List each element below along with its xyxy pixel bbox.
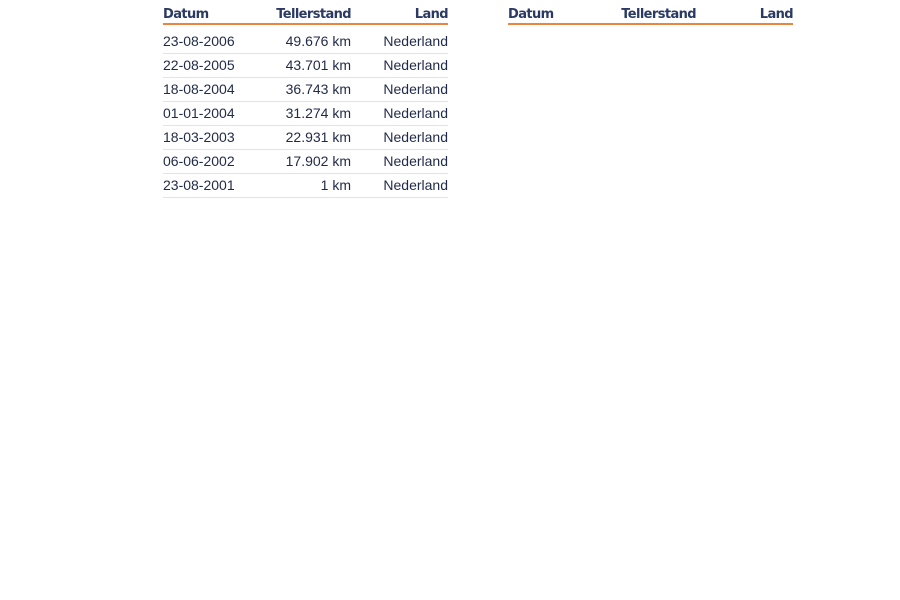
table-row [163,78,448,102]
cell-country: Nederland [383,81,448,97]
table-row [163,54,448,78]
cell-odometer: 1 km [320,177,351,193]
table-row [163,30,448,54]
cell-date: 01-01-2004 [163,105,235,121]
cell-date: 18-08-2004 [163,81,235,97]
header-datum: Datum [508,7,554,22]
cell-date: 23-08-2001 [163,177,235,193]
cell-country: Nederland [383,129,448,145]
cell-country: Nederland [383,177,448,193]
cell-odometer: 22.931 km [285,129,351,145]
cell-date: 06-06-2002 [163,153,235,169]
cell-country: Nederland [383,33,448,49]
table-row [163,174,448,198]
table-header [508,6,793,25]
table-body [163,30,448,198]
cell-country: Nederland [383,153,448,169]
table-row [163,150,448,174]
table-row [163,126,448,150]
header-datum: Datum [163,7,209,22]
cell-date: 22-08-2005 [163,57,235,73]
cell-odometer: 17.902 km [285,153,351,169]
header-tellerstand: Tellerstand [621,7,696,22]
cell-odometer: 36.743 km [285,81,351,97]
header-land: Land [759,7,793,22]
header-tellerstand: Tellerstand [276,7,351,22]
cell-date: 18-03-2003 [163,129,235,145]
cell-country: Nederland [383,105,448,121]
odometer-history-table-left [163,6,448,198]
table-row [163,102,448,126]
cell-odometer: 43.701 km [285,57,351,73]
cell-odometer: 31.274 km [285,105,351,121]
cell-country: Nederland [383,57,448,73]
header-land: Land [414,7,448,22]
odometer-history-table-right [508,6,793,25]
cell-odometer: 49.676 km [285,33,351,49]
cell-date: 23-08-2006 [163,33,235,49]
table-header [163,6,448,25]
